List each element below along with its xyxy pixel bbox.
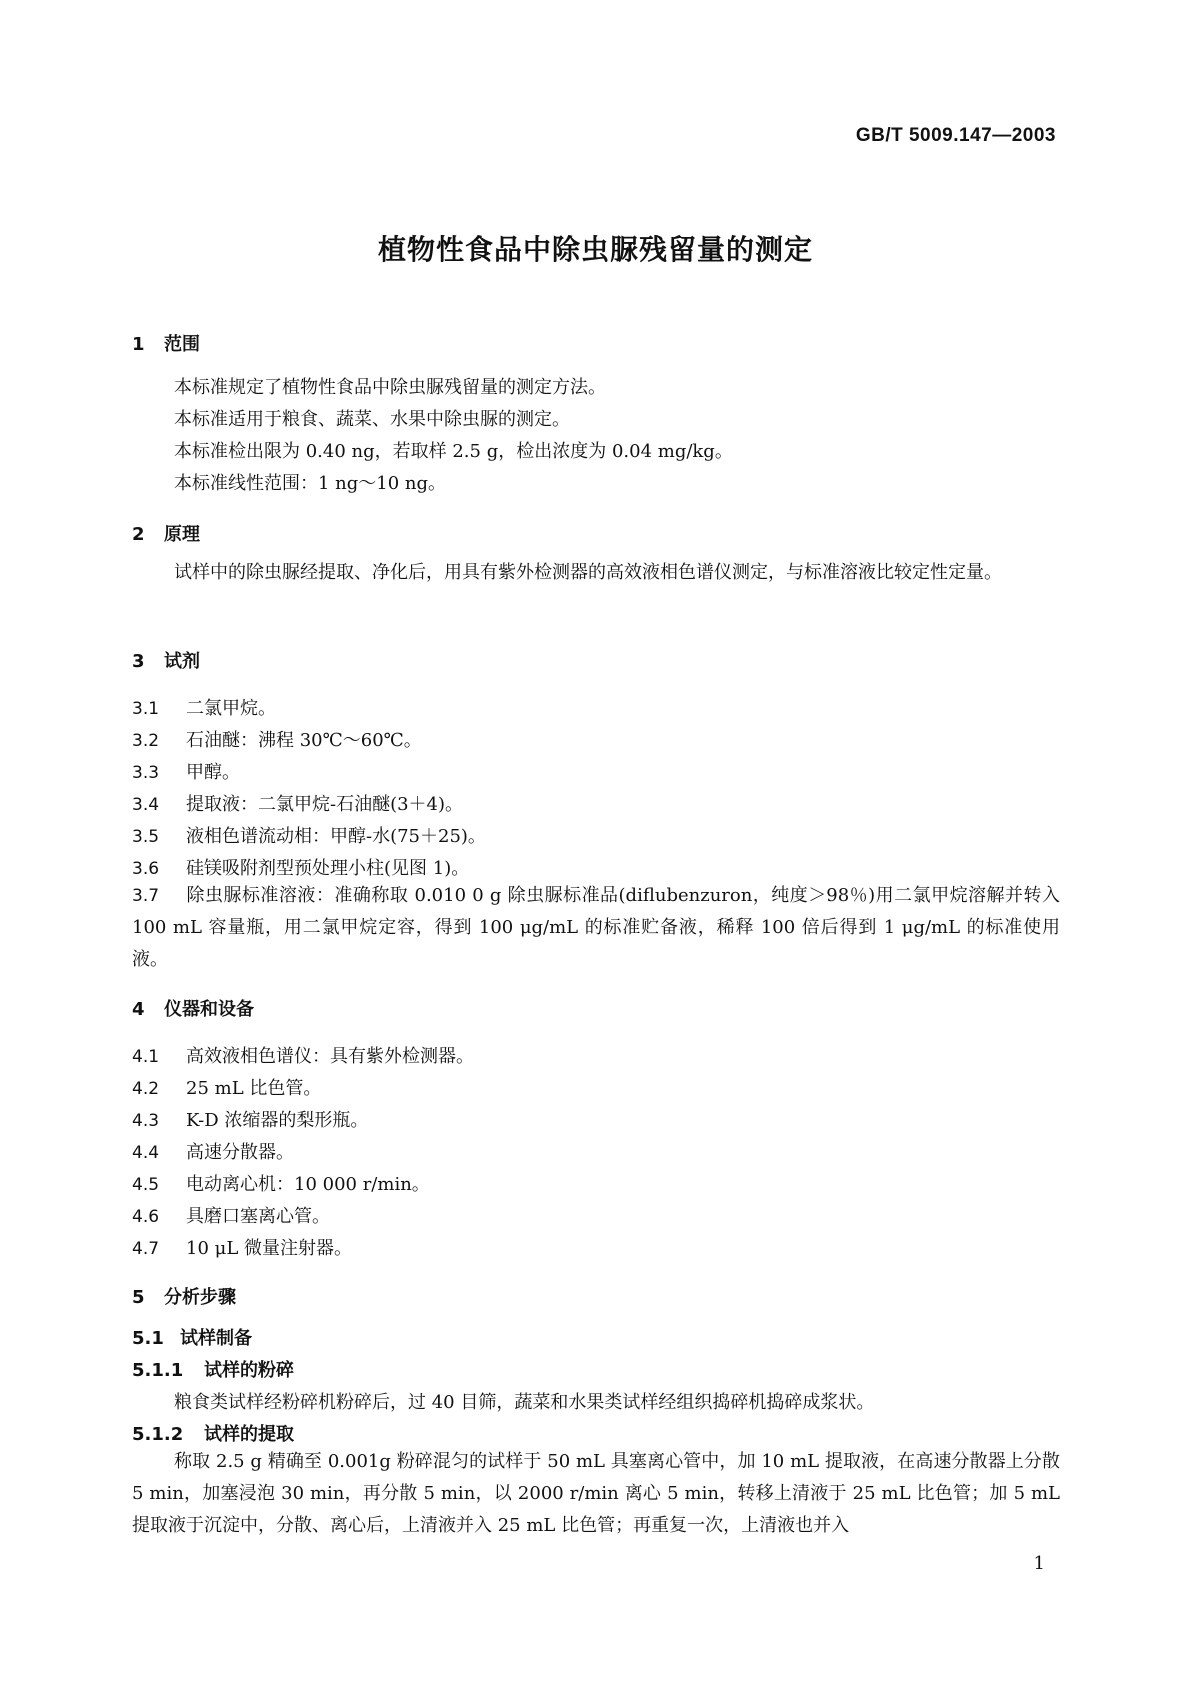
reagent-item: 3.5 液相色谱流动相：甲醇-水(75＋25)。	[132, 826, 486, 847]
standard-number: GB/T 5009.147—2003	[855, 125, 1056, 146]
equipment-item: 4.2 25 mL 比色管。	[132, 1078, 322, 1099]
section-heading-5: 5 分析步骤	[132, 1287, 236, 1308]
reagent-item: 3.2 石油醚：沸程 30℃～60℃。	[132, 730, 422, 751]
sample-grinding-paragraph: 粮食类试样经粉碎机粉碎后，过 40 目筛，蔬菜和水果类试样经组织捣碎机捣碎成浆状。	[174, 1392, 875, 1413]
equipment-item: 4.4 高速分散器。	[132, 1142, 294, 1163]
equipment-item: 4.6 具磨口塞离心管。	[132, 1206, 330, 1227]
subsection-heading-5-1-1: 5.1.1 试样的粉碎	[132, 1360, 294, 1381]
reagent-item: 3.3 甲醇。	[132, 762, 240, 783]
reagent-item: 3.1 二氯甲烷。	[132, 698, 276, 719]
scope-paragraph: 本标准线性范围：1 ng～10 ng。	[174, 473, 447, 494]
reagent-item-standard-solution: 3.7 除虫脲标准溶液：准确称取 0.010 0 g 除虫脲标准品(diflubenzuron，纯度＞98％)用二氯甲烷溶解并转入 100 mL 容量瓶，用二氯甲烷定容，得到 100 μg/mL 的标准贮备液，稀释 100 倍后得到 1 μg/mL 的标准使用液。	[132, 885, 1060, 970]
scope-paragraph: 本标准规定了植物性食品中除虫脲残留量的测定方法。	[174, 377, 606, 398]
page-number: 1	[1033, 1553, 1045, 1574]
equipment-item: 4.1 高效液相色谱仪：具有紫外检测器。	[132, 1046, 474, 1067]
document-title: 植物性食品中除虫脲残留量的测定	[377, 233, 813, 266]
section-heading-3: 3 试剂	[132, 651, 200, 672]
section-heading-4: 4 仪器和设备	[132, 999, 254, 1020]
sample-extraction-paragraph: 称取 2.5 g 精确至 0.001g 粉碎混匀的试样于 50 mL 具塞离心管中，加 10 mL 提取液，在高速分散器上分散 5 min，加塞浸泡 30 min，再分散 5 min，以 2000 r/min 离心 5 min，转移上清液于 25 mL 比色管；加 5 mL 提取液于沉淀中，分散、离心后，上清液并入 25 mL 比色管；再重复一次，上清液也并入	[132, 1451, 1060, 1536]
scope-paragraph: 本标准适用于粮食、蔬菜、水果中除虫脲的测定。	[174, 409, 570, 430]
reagent-item: 3.6 硅镁吸附剂型预处理小柱(见图 1)。	[132, 858, 470, 879]
equipment-item: 4.5 电动离心机：10 000 r/min。	[132, 1174, 430, 1195]
equipment-item: 4.7 10 μL 微量注射器。	[132, 1238, 352, 1259]
section-heading-1: 1 范围	[132, 334, 200, 355]
equipment-item: 4.3 K-D 浓缩器的梨形瓶。	[132, 1110, 369, 1131]
subsection-heading-5-1: 5.1 试样制备	[132, 1328, 252, 1349]
reagent-item: 3.4 提取液：二氯甲烷-石油醚(3＋4)。	[132, 794, 464, 815]
scope-paragraph: 本标准检出限为 0.40 ng，若取样 2.5 g，检出浓度为 0.04 mg/kg。	[174, 441, 733, 462]
section-heading-2: 2 原理	[132, 524, 200, 545]
principle-paragraph: 试样中的除虫脲经提取、净化后，用具有紫外检测器的高效液相色谱仪测定，与标准溶液比较定性定量。	[174, 562, 1002, 583]
subsection-heading-5-1-2: 5.1.2 试样的提取	[132, 1424, 294, 1445]
